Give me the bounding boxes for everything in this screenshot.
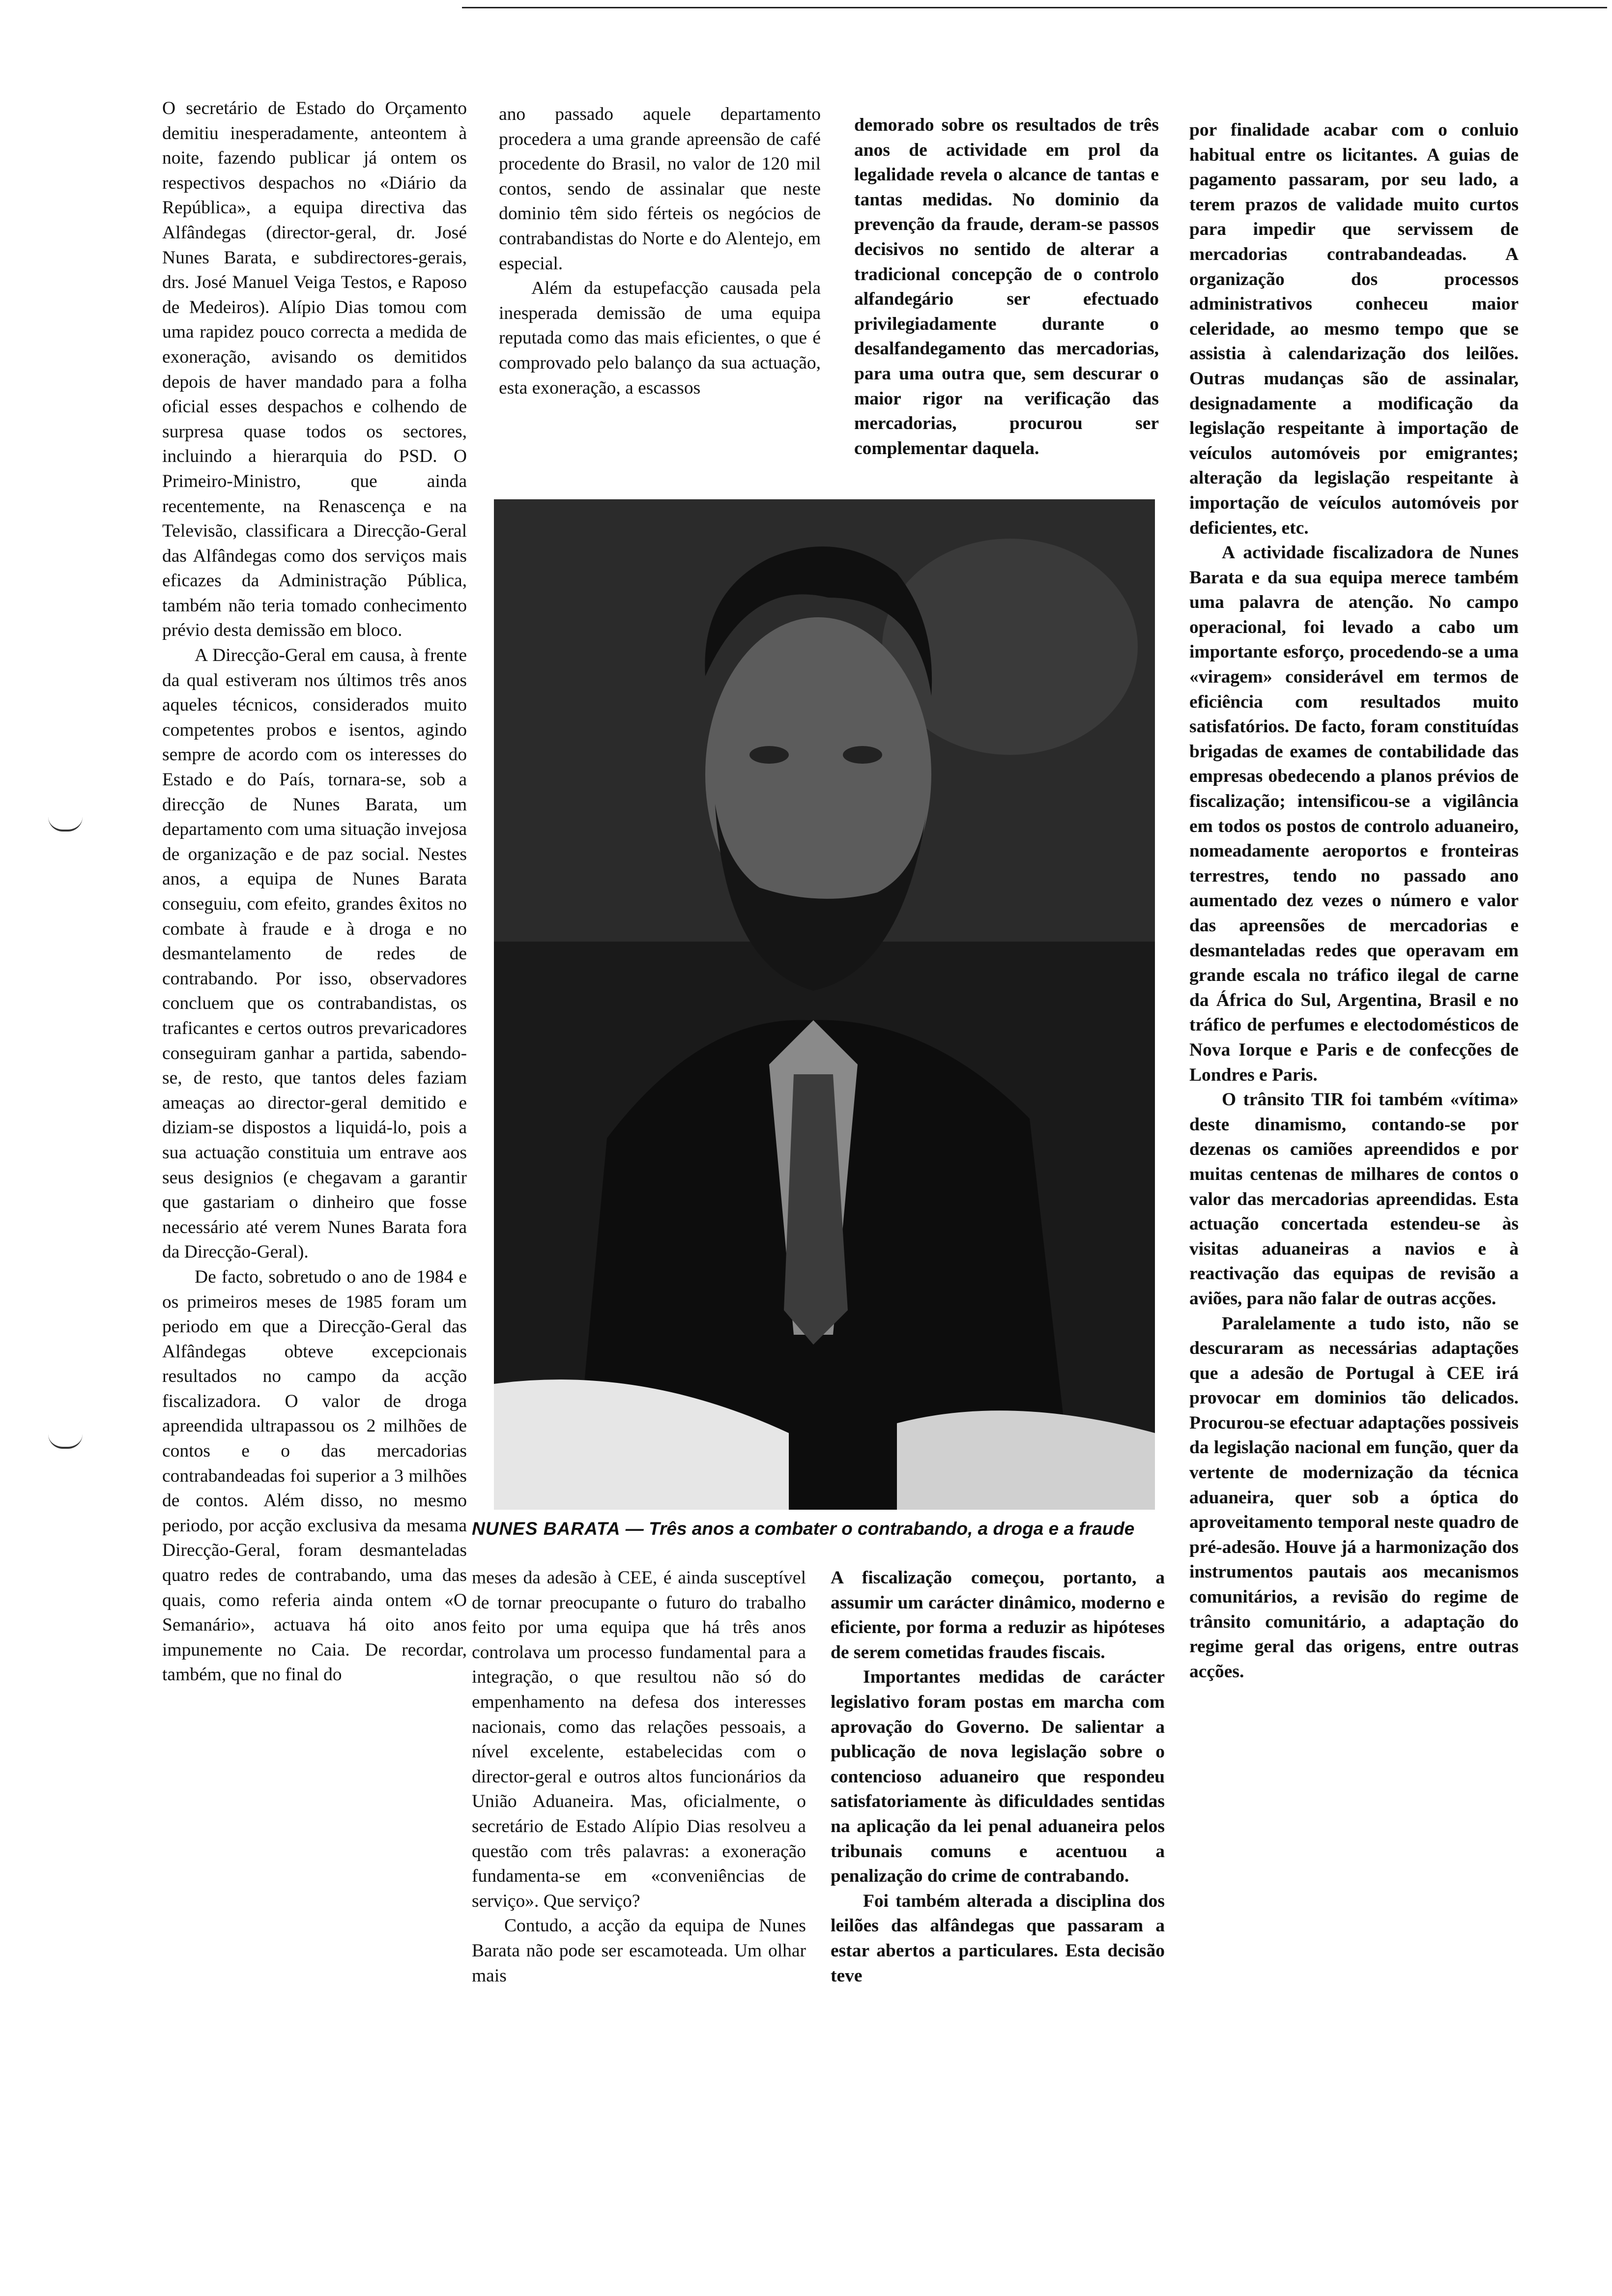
paragraph: meses da adesão à CEE, é ainda susceptível de tornar preocupante o futuro do trabalho feito por uma equipa que há três anos controlava um processo fundamental para a integração, o que resultou não só do empenhamento na defesa dos interesses nacionais, como das relações pessoais, a nível excelente, estabelecidas com o director-geral e outros altos funcionários da União Aduaneira. Mas, oficialmente, o secretário de Estado Alípio Dias resolveu a questão com três palavras: a exoneração fundamenta-se em «conveniências de serviço». Que serviço? [472, 1568, 806, 1911]
article-column-3-bottom [831, 1566, 1165, 1988]
paragraph: Contudo, a acção da equipa de Nunes Barata não pode ser escamoteada. Um olhar mais [472, 1916, 806, 1986]
article-column-2-bottom [472, 1566, 806, 1988]
margin-mark [48, 817, 83, 832]
paragraph: Paralelamente a tudo isto, não se descuraram as necessárias adaptações que a adesão de Portugal à CEE irá provocar em dominios tão delicados. Procurou-se efectuar adaptações possiveis da legislação nacional em função, quer da vertente de modernização da técnica aduaneira, quer sob a óptica do aproveitamento temporal neste quadro de pré-adesão. Houve já a harmonização dos instrumentos pautais aos mecanismos comunitários, a revisão do regime de trânsito comunitário, a adaptação do regime geral das origens, entre outras acções. [1189, 1313, 1519, 1682]
portrait-photo [494, 499, 1155, 1510]
caption-name: NUNES BARATA [472, 1519, 621, 1539]
paragraph: A actividade fiscalizadora de Nunes Barata e da sua equipa merece também uma palavra de atenção. No campo operacional, foi levado a cabo um importante esforço, procedendo-se a uma «viragem» considerável em termos de eficiência com resultados muito satisfatórios. De facto, foram constituídas brigadas de exames de contabilidade das empresas obedecendo a planos prévios de fiscalização; intensificou-se a vigilância em todos os postos de controlo aduaneiro, nomeadamente aeroportos e fronteiras terrestres, tendo no passado ano aumentado dez vezes o número e valor das apreensões de mercadorias e desmanteladas redes que operavam em grande escala no tráfico ilegal de carne da África do Sul, Argentina, Brasil e no tráfico de perfumes e electodomésticos de Nova Iorque e Paris e de confecções de Londres e Paris. [1189, 543, 1519, 1085]
top-rule [462, 7, 1607, 8]
paragraph: De facto, sobretudo o ano de 1984 e os primeiros meses de 1985 foram um periodo em que a Direcção-Geral das Alfândegas obteve excepcionais resultados no campo da acção fiscalizadora. O valor de droga apreendida ultrapassou os 2 milhões de contos e o das mercadorias contrabandeadas foi superior a 3 milhões de contos. Além disso, no mesmo periodo, por acção exclusiva da mesama Direcção-Geral, foram desmanteladas quatro redes de contrabando, uma das quais, como referia ainda ontem «O Semanário», actuava há oito anos impunemente no Caia. De recordar, também, que no final do [162, 1266, 467, 1685]
article-column-3-top [854, 113, 1159, 461]
paragraph: demorado sobre os resultados de três anos de actividade em prol da legalidade revela o alcance de tantas e tantas medidas. No dominio da prevenção da fraude, deram-se passos decisivos no sentido de alterar a tradicional concepção de o controlo alfandegário ser efectuado privilegiadamente durante o desalfandegamento das mercadorias, para uma outra que, sem descurar o maior rigor na verificação das mercadorias, procurou ser complementar daquela. [854, 115, 1159, 459]
margin-mark [48, 1434, 83, 1449]
paragraph: O secretário de Estado do Orçamento demitiu inesperadamente, anteontem à noite, fazendo publicar já ontem os respectivos despachos no «Diário da República», a equipa directiva das Alfândegas (director-geral, dr. José Nunes Barata, e subdirectores-gerais, drs. José Manuel Veiga Testos, e Raposo de Medeiros). Alípio Dias tomou com uma rapidez pouco correcta a medida de exoneração, avisando os demitidos depois de haver mandado para a folha oficial esses despachos e colhendo de surpresa quase todos os sectores, incluindo a hierarquia do PSD. O Primeiro-Ministro, que ainda recentemente, na Renascença e na Televisão, classificara a Direcção-Geral das Alfândegas como dos serviços mais eficazes da Administração Pública, também não teria tomado conhecimento prévio desta demissão em bloco. [162, 98, 467, 641]
paragraph: A Direcção-Geral em causa, à frente da qual estiveram nos últimos três anos aqueles técnicos, considerados muito competentes probos e isentos, agindo sempre de acordo com os interesses do Estado e do País, tornara-se, sob a direcção de Nunes Barata, um departamento com uma situação invejosa de organização e de paz social. Nestes anos, a equipa de Nunes Barata conseguiu, com efeito, grandes êxitos no combate à fraude e à droga e no desmantelamento de redes de contrabando. Por isso, observadores concluem que os contrabandistas, os traficantes e certos outros prevaricadores conseguiram ganhar a partida, sabendo-se, de resto, que tantos deles faziam ameaças ao director-geral demitido e diziam-se dispostos a liquidá-lo, pois a sua actuação constituia um entrave aos seus designios (e chegavam a garantir que gastariam o dinheiro que fosse necessário até verem Nunes Barata fora da Direcção-Geral). [162, 645, 467, 1263]
article-column-2-top [499, 102, 821, 401]
photo-caption [472, 1517, 1160, 1541]
paragraph: O trânsito TIR foi também «vítima» deste dinamismo, contando-se por dezenas os camiões apreendidos e por muitas centenas de milhares de contos o valor das mercadorias apreendidas. Esta actuação concertada estendeu-se às visitas aduaneiras a navios e à reactivação das equipas de revisão a aviões, para não falar de outras acções. [1189, 1090, 1519, 1309]
portrait-illustration [494, 499, 1155, 1510]
article-column-1 [162, 96, 467, 1688]
paragraph: Além da estupefacção causada pela inesperada demissão de uma equipa reputada como das mais eficientes, o que é comprovado pelo balanço da sua actuação, esta exoneração, a escassos [499, 278, 821, 398]
paragraph: A fiscalização começou, portanto, a assumir um carácter dinâmico, moderno e eficiente, por forma a reduzir as hipóteses de serem cometidas fraudes fiscais. [831, 1568, 1165, 1663]
caption-text: — Três anos a combater o contrabando, a droga e a fraude [620, 1519, 1135, 1539]
paragraph: por finalidade acabar com o conluio habitual entre os licitantes. A guias de pagamento passaram, por seu lado, a terem prazos de validade muito curtos para impedir que servissem de mercadorias contrabandeadas. A organização dos processos administrativos conheceu maior celeridade, ao mesmo tempo que se assistia à calendarização dos leilões. Outras mudanças são de assinalar, designadamente a modificação da legislação respeitante à importação de veículos automóveis por emigrantes; alteração da legislação respeitante à importação de veículos automóveis por deficientes, etc. [1189, 120, 1519, 538]
paragraph: Foi também alterada a disciplina dos leilões das alfândegas que passaram a estar abertos a particulares. Esta decisão teve [831, 1891, 1165, 1986]
article-column-4 [1189, 118, 1519, 1684]
paragraph: ano passado aquele departamento procedera a uma grande apreensão de café procedente do Brasil, no valor de 120 mil contos, sendo de assinalar que neste dominio têm sido férteis os negócios de contrabandistas do Norte e do Alentejo, em especial. [499, 104, 821, 274]
paragraph: Importantes medidas de carácter legislativo foram postas em marcha com aprovação do Governo. De salientar a publicação de nova legislação sobre o contencioso aduaneiro que respondeu satisfatoriamente às dificuldades sentidas na aplicação da lei penal aduaneira pelos tribunais comuns e acentuou a penalização do crime de contrabando. [831, 1667, 1165, 1887]
